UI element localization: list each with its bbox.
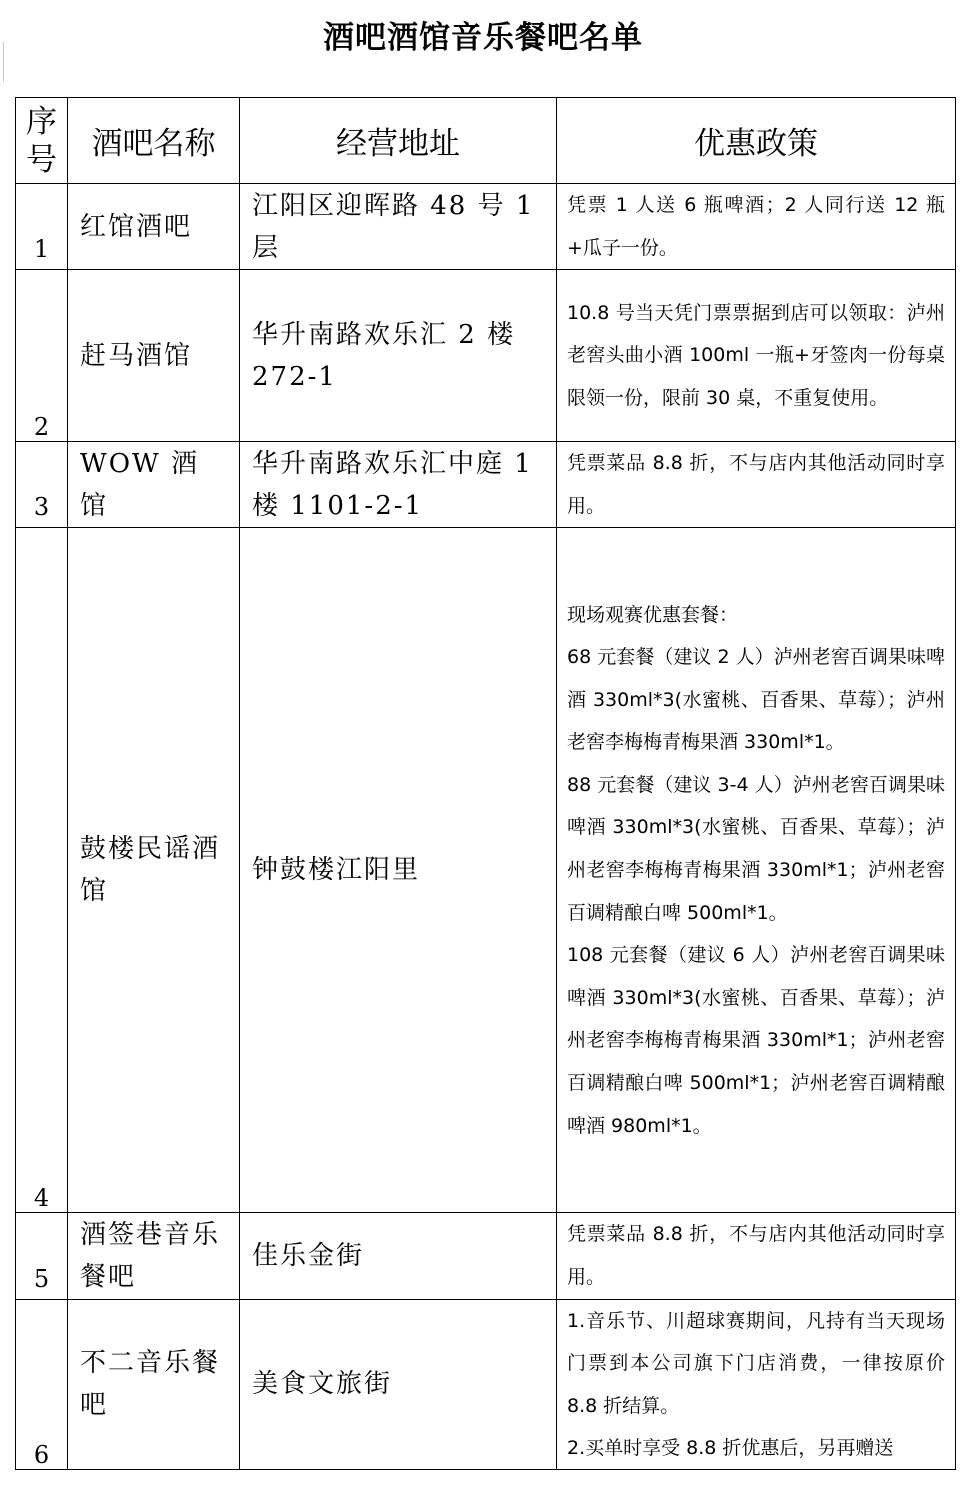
header-address: 经营地址 [240, 98, 557, 184]
table-row [16, 184, 956, 270]
policy-paragraph: 凭票菜品 8.8 折，不与店内其他活动同时享用。 [567, 452, 945, 517]
venue-policy [557, 528, 956, 1213]
row-number: 6 [16, 1299, 68, 1469]
venue-address: 华升南路欢乐汇中庭 1 楼 1101-2-1 [240, 442, 557, 528]
venue-policy [557, 270, 956, 442]
table-row [16, 1299, 956, 1469]
policy-paragraph: 凭票菜品 8.8 折，不与店内其他活动同时享用。 [567, 1223, 945, 1288]
table-row [16, 528, 956, 1213]
table-row [16, 442, 956, 528]
policy-paragraph: 凭票 1 人送 6 瓶啤酒；2 人同行送 12 瓶+瓜子一份。 [567, 194, 945, 259]
table-row [16, 270, 956, 442]
table-header-row [16, 98, 956, 184]
venue-address: 美食文旅街 [240, 1299, 557, 1469]
row-number: 4 [16, 528, 68, 1213]
policy-paragraph: 10.8 号当天凭门票票据到店可以领取：泸州老窖头曲小酒 100ml 一瓶+牙签肉一份每桌限领一份，限前 30 桌，不重复使用。 [567, 301, 945, 409]
venue-name: 不二音乐餐吧 [68, 1299, 240, 1469]
policy-paragraph: 现场观赛优惠套餐： [567, 603, 739, 626]
policy-paragraph: 88 元套餐（建议 3-4 人）泸州老窖百调果味啤酒 330ml*3(水蜜桃、百香果、草莓）；泸州老窖李梅梅青梅果酒 330ml*1；泸州老窖百调精酿白啤 500ml*1。 [567, 773, 945, 924]
venue-policy [557, 1213, 956, 1299]
venue-name: 赶马酒馆 [68, 270, 240, 442]
header-policy: 优惠政策 [557, 98, 956, 184]
venue-name: 酒签巷音乐餐吧 [68, 1213, 240, 1299]
header-no: 序 号 [16, 98, 68, 184]
row-number: 3 [16, 442, 68, 528]
venue-name: 红馆酒吧 [68, 184, 240, 270]
venue-address: 江阳区迎晖路 48 号 1 层 [240, 184, 557, 270]
venue-policy [557, 184, 956, 270]
venue-address: 华升南路欢乐汇 2 楼 272-1 [240, 270, 557, 442]
table-row [16, 1213, 956, 1299]
row-number: 5 [16, 1213, 68, 1299]
venue-table [15, 97, 956, 1470]
venue-policy [557, 1299, 956, 1469]
policy-paragraph: 1.音乐节、川超球赛期间，凡持有当天现场门票到本公司旗下门店消费，一律按原价 8.8 折结算。 [567, 1309, 945, 1417]
venue-address: 佳乐金街 [240, 1213, 557, 1299]
venue-name: WOW 酒馆 [68, 442, 240, 528]
row-number: 2 [16, 270, 68, 442]
document-title: 酒吧酒馆音乐餐吧名单 [323, 20, 643, 56]
policy-clip [567, 1300, 945, 1468]
venue-policy [557, 442, 956, 528]
venue-name: 鼓楼民谣酒馆 [68, 528, 240, 1213]
policy-paragraph: 108 元套餐（建议 6 人）泸州老窖百调果味啤酒 330ml*3(水蜜桃、百香果、草莓）；泸州老窖李梅梅青梅果酒 330ml*1；泸州老窖百调精酿白啤 500ml*1；泸州老窖百调精酿啤酒 980ml*1。 [567, 944, 945, 1137]
row-number: 1 [16, 184, 68, 270]
policy-paragraph: 68 元套餐（建议 2 人）泸州老窖百调果味啤酒 330ml*3(水蜜桃、百香果、草莓）；泸州老窖李梅梅青梅果酒 330ml*1。 [567, 646, 945, 754]
venue-address: 钟鼓楼江阳里 [240, 528, 557, 1213]
header-name: 酒吧名称 [68, 98, 240, 184]
policy-paragraph: 2.买单时享受 8.8 折优惠后，另再赠送 [567, 1437, 894, 1460]
